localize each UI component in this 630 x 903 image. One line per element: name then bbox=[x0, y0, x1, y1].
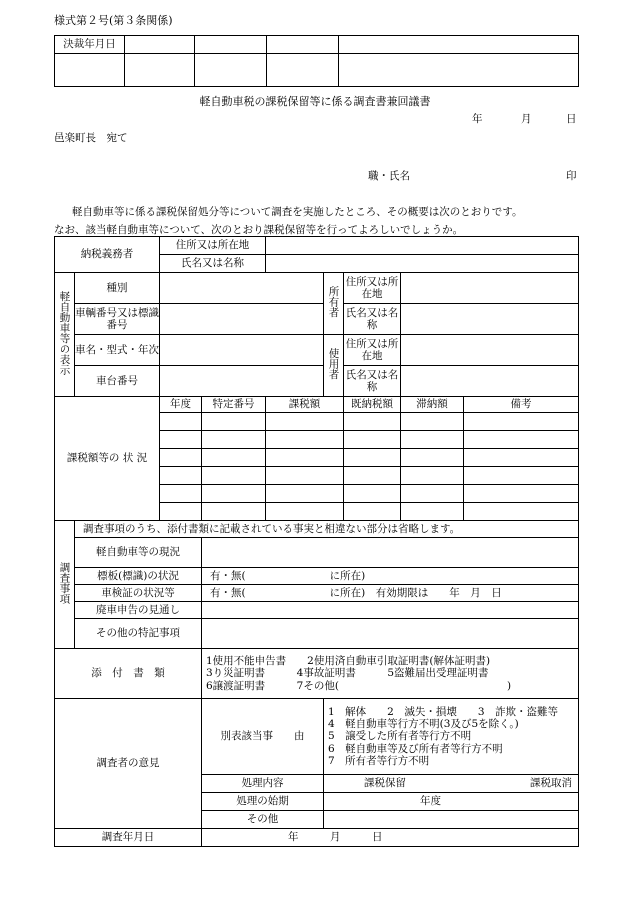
other-notes-label: その他の特記事項 bbox=[75, 619, 202, 649]
vehicle-model-label: 車名・型式・年次 bbox=[75, 335, 160, 366]
plate-status-value: 有・無( に所在) bbox=[202, 568, 579, 585]
col-header-arrears: 滞納額 bbox=[401, 397, 464, 413]
other-field[interactable] bbox=[324, 811, 579, 829]
attachments-label: 添 付 書 類 bbox=[55, 649, 202, 699]
date-month: 月 bbox=[521, 113, 532, 125]
current-status-field[interactable] bbox=[202, 538, 579, 568]
user-address-label: 住所又は所在地 bbox=[344, 335, 401, 366]
process-cancel[interactable]: 課税取消 bbox=[530, 777, 572, 790]
col-header-remarks: 備考 bbox=[464, 397, 579, 413]
col-header-year: 年度 bbox=[160, 397, 202, 413]
document-title: 軽自動車税の課税保留等に係る調査書兼回議書 bbox=[199, 95, 431, 108]
survey-section-label: 調査事項 bbox=[58, 561, 71, 604]
seal-mark: 印 bbox=[566, 170, 577, 182]
intro-line-2: なお、該当軽自動車等について、次のとおり課税保留等を行ってよろしいでしょうか。 bbox=[54, 224, 464, 236]
taxpayer-address-label: 住所又は所在地 bbox=[160, 237, 266, 255]
vehicle-plate-label: 車輌番号又は標識番号 bbox=[75, 304, 160, 335]
tax-status-label: 課税額等の 状 況 bbox=[55, 397, 160, 521]
intro-line-1: 軽自動車等に係る課税保留処分等について調査を実施したところ、その概要は次のとおりです。 bbox=[72, 206, 523, 218]
form-label: 様式第２号(第３条関係) bbox=[54, 14, 173, 27]
start-label: 処理の始期 bbox=[202, 793, 324, 811]
approval-seal-cell bbox=[195, 54, 267, 87]
approval-seal-cell bbox=[125, 54, 195, 87]
current-status-label: 軽自動車等の現況 bbox=[75, 538, 202, 568]
taxpayer-name-field[interactable] bbox=[266, 255, 579, 273]
scrap-outlook-field[interactable] bbox=[202, 602, 579, 619]
signer-label: 職・氏名 bbox=[368, 170, 410, 182]
col-header-tax: 課税額 bbox=[266, 397, 344, 413]
reason-line-5: 7 所有者等行方不明 bbox=[328, 754, 430, 767]
other-notes-field[interactable] bbox=[202, 619, 579, 649]
col-header-paid: 既納税額 bbox=[344, 397, 401, 413]
opinion-label: 調査者の意見 bbox=[55, 699, 202, 829]
approval-date-label: 決裁年月日 bbox=[55, 36, 125, 54]
reason-line-2: 4 軽自動車等行方不明(3及び5を除く。) bbox=[328, 718, 519, 731]
attachments-line-1: 1使用不能申告書 2使用済自動車引取証明書(解体証明書) bbox=[206, 655, 491, 668]
vehicle-chassis-label: 車台番号 bbox=[75, 366, 160, 397]
owner-address-field[interactable] bbox=[401, 273, 579, 304]
user-name-label: 氏名又は名称 bbox=[344, 366, 401, 397]
user-label: 使用者 bbox=[327, 348, 340, 380]
reason-line-4: 6 軽自動車等及び所有者等行方不明 bbox=[328, 742, 503, 755]
owner-name-label: 氏名又は名称 bbox=[344, 304, 401, 335]
attachments-line-2: 3り災証明書 4事故証明書 5盗難届出受理証明書 bbox=[206, 667, 489, 680]
approval-cell bbox=[267, 36, 339, 54]
vehicle-plate-field[interactable] bbox=[160, 304, 324, 335]
survey-date-label: 調査年月日 bbox=[55, 829, 202, 847]
owner-name-field[interactable] bbox=[401, 304, 579, 335]
scrap-outlook-label: 廃車申告の見通し bbox=[75, 602, 202, 619]
start-value: 年度 bbox=[420, 795, 441, 808]
date-year: 年 bbox=[472, 113, 483, 125]
owner-label: 所有者 bbox=[327, 286, 340, 318]
reason-label: 別表該当事 由 bbox=[202, 699, 324, 775]
reason-line-1: 1 解体 2 滅失・損壊 3 詐欺・盗難等 bbox=[328, 706, 559, 719]
taxpayer-address-field[interactable] bbox=[266, 237, 579, 255]
process-label: 処理内容 bbox=[202, 775, 324, 793]
approval-cell bbox=[195, 36, 267, 54]
vehicle-type-label: 種別 bbox=[75, 273, 160, 304]
survey-date-value: 年 月 日 bbox=[288, 831, 383, 844]
addressee: 邑楽町長 宛て bbox=[54, 132, 128, 144]
vehicle-chassis-field[interactable] bbox=[160, 366, 324, 397]
date-day: 日 bbox=[566, 113, 577, 125]
approval-seal-cell bbox=[339, 54, 579, 87]
approval-table bbox=[54, 35, 579, 87]
approval-seal-cell bbox=[55, 54, 125, 87]
col-header-id: 特定番号 bbox=[202, 397, 266, 413]
attachments-line-3: 6譲渡証明書 7その他( ) bbox=[206, 679, 512, 692]
reason-line-3: 5 譲受した所有者等行方不明 bbox=[328, 730, 472, 743]
taxpayer-name-label: 氏名又は名称 bbox=[160, 255, 266, 273]
survey-note: 調査事項のうち、添付書類に記載されている事実と相違ない部分は省略します。 bbox=[75, 521, 579, 538]
approval-cell bbox=[339, 36, 579, 54]
inspection-status-value: 有・無( に所在) 有効期限は 年 月 日 bbox=[202, 585, 579, 602]
inspection-status-label: 車検証の状況等 bbox=[75, 585, 202, 602]
user-name-field[interactable] bbox=[401, 366, 579, 397]
survey-form bbox=[54, 236, 579, 847]
vehicle-type-field[interactable] bbox=[160, 273, 324, 304]
user-address-field[interactable] bbox=[401, 335, 579, 366]
owner-address-label: 住所又は所在地 bbox=[344, 273, 401, 304]
vehicle-model-field[interactable] bbox=[160, 335, 324, 366]
plate-status-label: 標板(標識)の状況 bbox=[75, 568, 202, 585]
approval-seal-cell bbox=[267, 54, 339, 87]
vehicle-section-label: 軽自動車等の表示 bbox=[58, 290, 71, 375]
process-hold[interactable]: 課税保留 bbox=[364, 777, 406, 790]
taxpayer-label: 納税義務者 bbox=[55, 237, 160, 273]
approval-cell bbox=[125, 36, 195, 54]
other-label: その他 bbox=[202, 811, 324, 829]
